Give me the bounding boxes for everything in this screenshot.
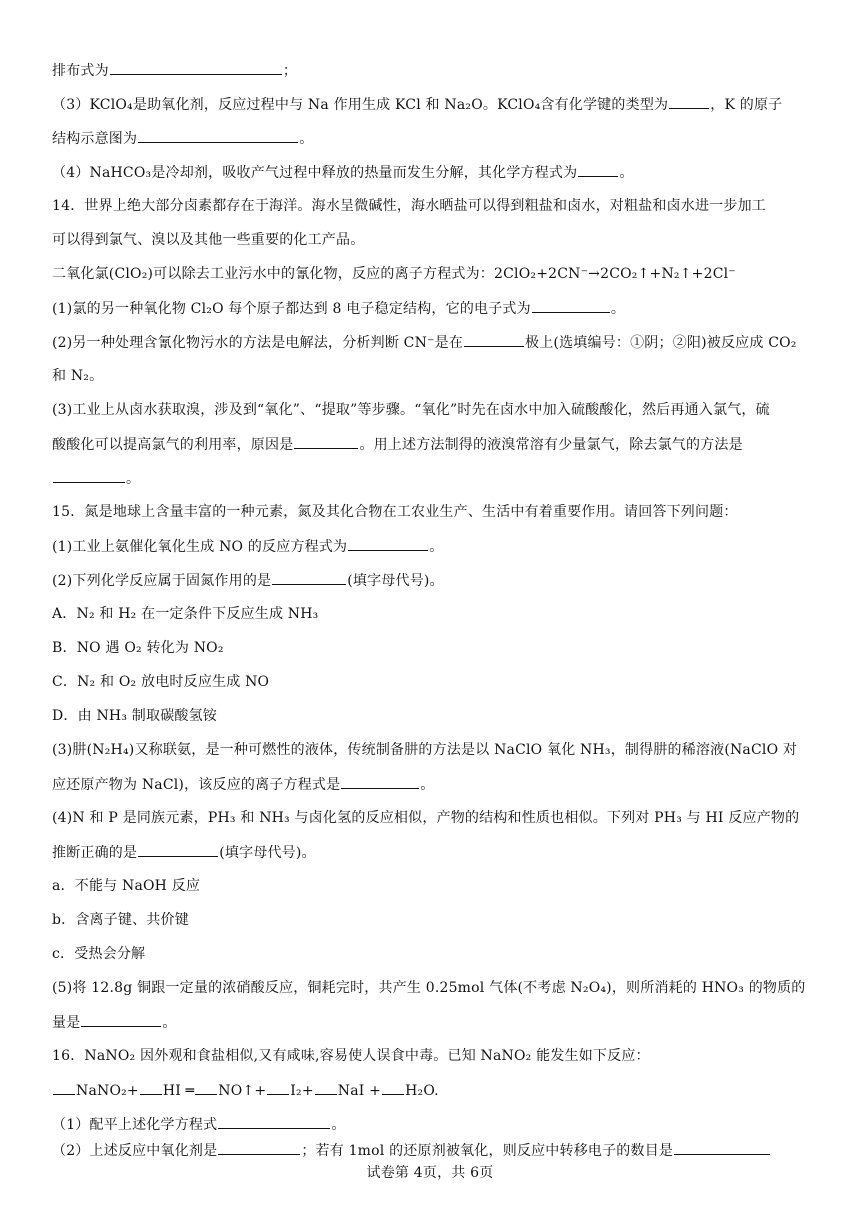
answer-blank[interactable] bbox=[110, 60, 282, 75]
page-footer: 试卷第 4页，共 6页 bbox=[366, 1165, 494, 1181]
text-line: (2)下列化学反应属于固氮作用的是 (填字母代号)。 bbox=[52, 570, 812, 591]
answer-blank[interactable] bbox=[341, 774, 419, 789]
answer-blank[interactable] bbox=[578, 162, 618, 177]
coefficient-blank[interactable] bbox=[140, 1080, 162, 1095]
text-line: (1)氯的另一种氧化物 Cl₂O 每个原子都达到 8 电子稳定结构，它的电子式为 。 bbox=[52, 298, 812, 319]
answer-blank[interactable] bbox=[348, 536, 428, 551]
choice-option-c: c．受热会分解 bbox=[52, 946, 146, 962]
answer-blank[interactable] bbox=[138, 128, 298, 143]
text-line: 。 bbox=[52, 468, 812, 489]
answer-blank[interactable] bbox=[669, 94, 709, 109]
text-line: 排布式为 ； bbox=[52, 60, 812, 81]
answer-blank[interactable] bbox=[532, 298, 610, 313]
answer-blank[interactable] bbox=[218, 1114, 330, 1129]
choice-option-b: B．NO 遇 O₂ 转化为 NO₂ bbox=[52, 640, 224, 656]
text-line: （3）KClO₄是助氧化剂，反应过程中与 Na 作用生成 KCl 和 Na₂O。KClO₄含有化学键的类型为 ，K 的原子 bbox=[52, 94, 812, 115]
question-14-title: 14．世界上绝大部分卤素都存在于海洋。海水呈微碱性，海水晒盐可以得到粗盐和卤水，对粗盐和卤水进一步加工 bbox=[52, 198, 767, 214]
choice-option-a: A．N₂ 和 H₂ 在一定条件下反应生成 NH₃ bbox=[52, 606, 319, 622]
text-line: 推断正确的是 (填字母代号)。 bbox=[52, 842, 812, 863]
text-line: 结构示意图为 。 bbox=[52, 128, 812, 149]
text-line: (4)N 和 P 是同族元素，PH₃ 和 NH₃ 与卤化氢的反应相似，产物的结构和性质也相似。下列对 PH₃ 与 HI 反应产物的 bbox=[52, 810, 800, 826]
answer-blank[interactable] bbox=[272, 570, 346, 585]
coefficient-blank[interactable] bbox=[267, 1080, 289, 1095]
coefficient-blank[interactable] bbox=[195, 1080, 217, 1095]
choice-option-c: C．N₂ 和 O₂ 放电时反应生成 NO bbox=[52, 674, 270, 690]
coefficient-blank[interactable] bbox=[315, 1080, 337, 1095]
answer-blank[interactable] bbox=[464, 332, 524, 347]
text-line: (3)工业上从卤水获取溴，涉及到“氧化”、“提取”等步骤。“氧化”时先在卤水中加入硫酸酸化，然后再通入氯气，硫 bbox=[52, 402, 770, 418]
choice-option-b: b．含离子键、共价键 bbox=[52, 912, 189, 928]
answer-blank[interactable] bbox=[294, 434, 358, 449]
text-line: （4）NaHCO₃是冷却剂，吸收产气过程中释放的热量而发生分解，其化学方程式为 。 bbox=[52, 162, 812, 183]
text-line: （2）上述反应中氧化剂是 ；若有 1mol 的还原剂被氧化，则反应中转移电子的数目是 bbox=[52, 1140, 812, 1161]
text-line: (2)另一种处理含氰化物污水的方法是电解法，分析判断 CN⁻是在 极上(选填编号：①阴；②阳)被反应成 CO₂ bbox=[52, 332, 812, 353]
equation-line: NaNO₂+ HI ═ NO↑+ I₂+ NaI + H₂O. bbox=[52, 1080, 812, 1101]
text-line: 应还原产物为 NaCl)，该反应的离子方程式是 。 bbox=[52, 774, 812, 795]
coefficient-blank[interactable] bbox=[53, 1080, 75, 1095]
text-line: (1)工业上氨催化氧化生成 NO 的反应方程式为 。 bbox=[52, 536, 812, 557]
answer-blank[interactable] bbox=[674, 1140, 770, 1155]
text-line: (5)将 12.8g 铜跟一定量的浓硝酸反应，铜耗完时，共产生 0.25mol 气体(不考虑 N₂O₄)，则所消耗的 HNO₃ 的物质的 bbox=[52, 980, 806, 996]
answer-blank[interactable] bbox=[81, 1012, 161, 1027]
answer-blank[interactable] bbox=[138, 842, 218, 857]
text-line: 酸酸化可以提高氯气的利用率，原因是 。用上述方法制得的液溴常溶有少量氯气，除去氯气的方法是 bbox=[52, 434, 812, 455]
text-line: （1）配平上述化学方程式 。 bbox=[52, 1114, 812, 1135]
coefficient-blank[interactable] bbox=[382, 1080, 404, 1095]
choice-option-a: a．不能与 NaOH 反应 bbox=[52, 878, 201, 894]
equation-line: 二氧化氯(ClO₂)可以除去工业污水中的氰化物，反应的离子方程式为：2ClO₂+2CN⁻→2CO₂↑+N₂↑+2Cl⁻ bbox=[52, 266, 736, 282]
text-line: 可以得到氯气、溴以及其他一些重要的化工产品。 bbox=[52, 232, 365, 248]
text-line: 和 N₂。 bbox=[52, 368, 104, 384]
question-15-title: 15．氮是地球上含量丰富的一种元素，氮及其化合物在工农业生产、生活中有着重要作用。请回答下列问题： bbox=[52, 504, 738, 520]
answer-blank[interactable] bbox=[218, 1140, 300, 1155]
question-16-title: 16．NaNO₂ 因外观和食盐相似,又有咸味,容易使人误食中毒。已知 NaNO₂ 能发生如下反应： bbox=[52, 1048, 650, 1064]
choice-option-d: D．由 NH₃ 制取碳酸氢铵 bbox=[52, 708, 217, 724]
answer-blank[interactable] bbox=[53, 468, 125, 483]
text-line: (3)肼(N₂H₄)又称联氨，是一种可燃性的液体，传统制备肼的方法是以 NaClO 氧化 NH₃，制得肼的稀溶液(NaClO 对 bbox=[52, 742, 798, 758]
text-line: 量是 。 bbox=[52, 1012, 812, 1033]
